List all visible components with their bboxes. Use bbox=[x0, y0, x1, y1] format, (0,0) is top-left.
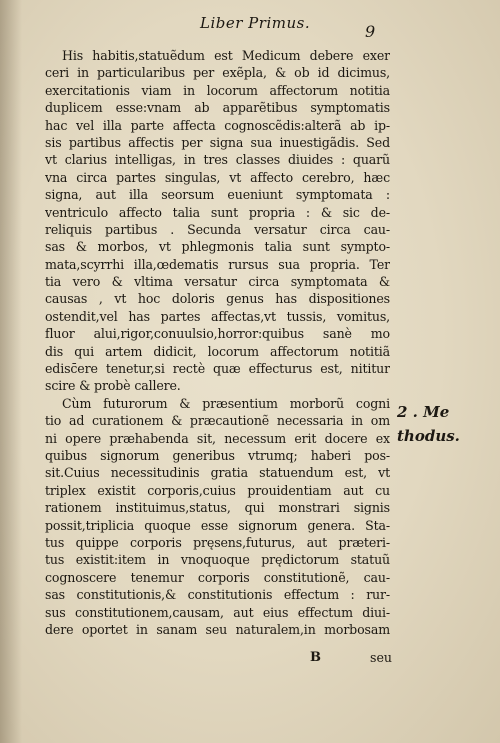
catchword: seu bbox=[370, 650, 393, 665]
text-line: Cùm futurorum & præsentium morborũ cogni bbox=[62, 395, 390, 411]
text-line: signa, aut illa seorsum eueniunt symptomata : bbox=[45, 187, 390, 203]
marginal-note-line: 2 . Me bbox=[397, 403, 450, 421]
text-line: ni opere præhabenda sit, necessum erit docere ex bbox=[45, 430, 390, 446]
text-line: exercitationis viam in locorum affectorum notitia bbox=[45, 82, 390, 98]
text-line: sas constitutionis,& constitutionis effectum : rur- bbox=[45, 587, 390, 603]
text-line: sus constitutionem,causam, aut eius effectum diui- bbox=[45, 604, 390, 620]
marginal-note-line: thodus. bbox=[397, 427, 460, 445]
page-number: 9 bbox=[365, 22, 376, 41]
text-line: ostendit,vel has partes affectas,vt tussis, vomitus, bbox=[45, 308, 390, 324]
text-line: ceri in particularibus per exẽpla, & ob id dicimus, bbox=[45, 65, 390, 81]
text-line: cognoscere tenemur corporis constitutionẽ, cau- bbox=[45, 569, 390, 585]
text-line: reliquis partibus . Secunda versatur circa cau- bbox=[45, 221, 390, 237]
text-line: vna circa partes singulas, vt affecto cerebro, hæc bbox=[45, 169, 390, 185]
text-line: sis partibus affectis per signa sua inuestigãdis. Sed bbox=[45, 134, 390, 150]
text-line: sit.Cuius necessitudinis gratia statuendum est, vt bbox=[45, 465, 390, 481]
text-line: tio ad curationem & præcautionẽ necessaria in om bbox=[45, 413, 390, 429]
text-line: possit,triplicia quoque esse signorum genera. Sta- bbox=[45, 517, 390, 533]
text-line: dere oportet in sanam seu naturalem,in morbosam bbox=[45, 621, 390, 637]
text-line: edisc̄ere tenetur,si rectè quæ effecturus est, nititur bbox=[45, 361, 390, 377]
text-line: ventriculo affecto talia sunt propria : & sic de- bbox=[45, 204, 390, 220]
text-line: sas & morbos, vt phlegmonis talia sunt sympto- bbox=[45, 239, 390, 255]
text-line: vt clarius intelligas, in tres classes diuides : quarũ bbox=[45, 152, 390, 168]
body-text bbox=[45, 47, 390, 638]
signature-mark: B bbox=[310, 650, 321, 665]
text-line: mata,scyrrhi illa,œdematis rursus sua propria. Ter bbox=[45, 256, 390, 272]
text-line: dis qui artem didicit, locorum affectorum notitiã bbox=[45, 343, 390, 359]
text-line: quibus signorum generibus vtrumq; haberi pos- bbox=[45, 447, 390, 463]
text-line: fluor alui,rigor,conuulsio,horror:quibus sanè mo bbox=[45, 326, 390, 342]
text-line: duplicem esse:vnam ab apparẽtibus symptomatis bbox=[45, 100, 390, 116]
marginal-note bbox=[397, 400, 477, 448]
text-line: causas , vt hoc doloris genus has dispositiones bbox=[45, 291, 390, 307]
text-line: His habitis,statuẽdum est Medicum debere exer bbox=[62, 48, 390, 63]
running-title: Liber Primus. bbox=[200, 14, 311, 32]
text-line: hac vel illa parte affecta cognoscẽdis:alterã ab ip- bbox=[45, 117, 390, 133]
text-line: scire & probè callere. bbox=[45, 378, 181, 394]
text-line: tus quippe corporis pręsens,futurus, aut præteri- bbox=[45, 534, 390, 550]
text-line: triplex existit corporis,cuius prouidentiam aut cu bbox=[45, 482, 390, 498]
text-line: tia vero & vltima versatur circa symptomata & bbox=[45, 274, 390, 290]
text-line: tus existit:item in vnoquoque prędictorum statuũ bbox=[45, 552, 390, 568]
text-line: rationem instituimus,status, qui monstrari signis bbox=[45, 500, 390, 516]
gutter-shadow bbox=[0, 0, 22, 743]
